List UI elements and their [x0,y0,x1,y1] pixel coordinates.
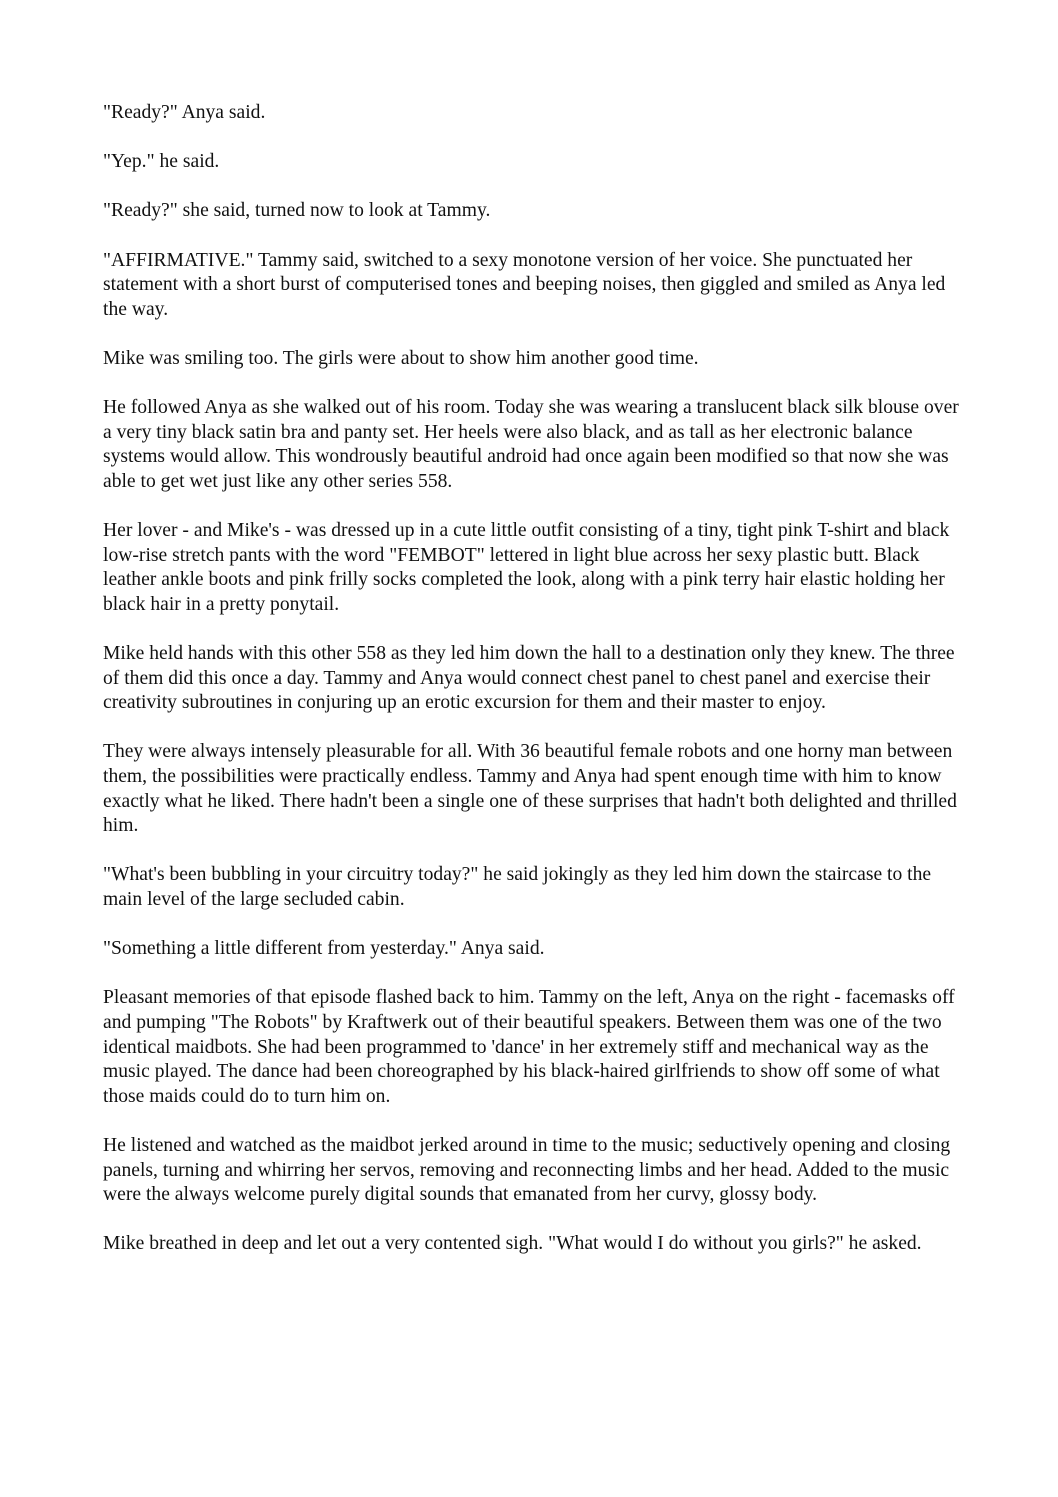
paragraph: They were always intensely pleasurable for all. With 36 beautiful female robots and one horny man between them, the possibilities were practically endless. Tammy and Anya had spent enough time with him to know exactly what he liked. There hadn't been a single one of these surprises that hadn't both delighted and thrilled him. [103,741,957,837]
paragraph: Pleasant memories of that episode flashed back to him. Tammy on the left, Anya on the right - facemasks off and pumping "The Robots" by Kraftwerk out of their beautiful speakers. Between them was one of the two identical maidbots. She had been programmed to 'dance' in her extremely stiff and mechanical way as the music played. The dance had been choreographed by his black-haired girlfriends to show off some of what those maids could do to turn him on. [103,987,955,1107]
paragraph: "What's been bubbling in your circuitry today?" he said jokingly as they led him down the staircase to the main level of the large secluded cabin. [103,864,932,910]
paragraph: Her lover - and Mike's - was dressed up in a cute little outfit consisting of a tiny, tight pink T-shirt and black low-rise stretch pants with the word "FEMBOT" lettered in light blue across her sexy plastic butt. Black leather ankle boots and pink frilly socks completed the look, along with a pink terry hair elastic holding her black hair in a pretty ponytail. [103,520,950,615]
paragraph: Mike was smiling too. The girls were about to show him another good time. [103,347,699,369]
paragraph: Mike held hands with this other 558 as they led him down the hall to a destination only they knew. The three of them did this once a day. Tammy and Anya would connect chest panel to chest panel and exercise their creativity subroutines in conjuring up an erotic excursion for them and their master to enjoy. [103,643,955,714]
paragraph: "AFFIRMATIVE." Tammy said, switched to a sexy monotone version of her voice. She punctuated her statement with a short burst of computerised tones and beeping noises, then giggled and smiled as Anya led the way. [103,249,946,320]
paragraph: Mike breathed in deep and let out a very contented sigh. "What would I do without you girls?" he asked. [103,1233,922,1255]
paragraph: "Ready?" she said, turned now to look at Tammy. [103,200,491,222]
paragraph: "Yep." he said. [103,151,220,173]
paragraph: He followed Anya as she walked out of his room. Today she was wearing a translucent black silk blouse over a very tiny black satin bra and panty set. Her heels were also black, and as tall as her electronic balance systems would allow. This wondrously beautiful android had once again been modified so that now she was able to get wet just like any other series 558. [103,397,959,492]
story-text [103,101,963,1282]
paragraph: He listened and watched as the maidbot jerked around in time to the music; seductively opening and closing panels, turning and whirring her servos, removing and reconnecting limbs and her head. Added to the music were the always welcome purely digital sounds that emanated from her curvy, glossy body. [103,1134,951,1206]
paragraph: "Something a little different from yesterday." Anya said. [103,938,545,960]
paragraph: "Ready?" Anya said. [103,102,266,123]
